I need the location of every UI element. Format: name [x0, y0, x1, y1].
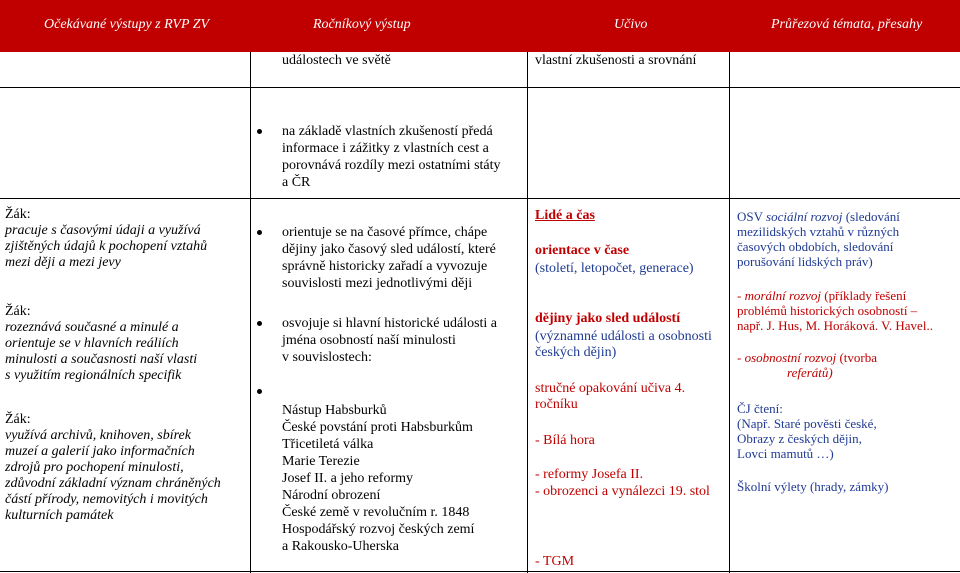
- history-topics-list: Nástup Habsburků České povstání proti Habsburkům Třicetiletá válka Marie Terezie Josef II. a jeho reformy Národní obrození České země v revolučním r. 1848 Hospodářský rozvoj českých zemí a Rakousko-Uherska: [282, 403, 475, 554]
- curriculum-joseph-reforms: - reformy Josefa II.: [535, 467, 644, 482]
- header-col-expected-outputs: Očekávané výstupy z RVP ZV: [44, 17, 210, 32]
- expected-output-block-1: Žák: pracuje s časovými údaji a využívá zjištěných údajů k pochopení vztahů mezi ději a mezi jevy: [5, 207, 208, 270]
- bullet: [257, 389, 262, 394]
- expected-output-block-2: Žák: rozeznává současné a minulé a orientuje se v hlavních reáliích minulosti a současnosti naší vlasti s využitím regionálních specifik: [5, 304, 198, 383]
- header-col-grade-output: Ročníkový výstup: [313, 17, 411, 32]
- grade-output-block-2: osvojuje si hlavní historické události a jména osobností naší minulosti v souvislostech:: [282, 316, 498, 365]
- grid-hline: [0, 571, 960, 572]
- crosscutting-personal: - osobnostní rozvoj (tvorba referátů): [737, 350, 877, 380]
- curriculum-orientation-sub: (století, letopočet, generace): [535, 261, 694, 276]
- curriculum-tgm: - TGM: [535, 554, 575, 569]
- bullet: [257, 129, 262, 134]
- grid-vline: [729, 52, 730, 573]
- curriculum-history-sub: (významné události a osobnosti českých dějin): [535, 329, 712, 360]
- bullet: [257, 230, 262, 235]
- curriculum-white-mountain: - Bílá hora: [535, 433, 595, 448]
- crosscutting-trips: Školní výlety (hrady, zámky): [737, 479, 889, 494]
- curriculum-revivalists: - obrozenci a vynálezci 19. stol: [535, 484, 710, 499]
- continued-text-curriculum: vlastní zkušenosti a srovnání: [535, 53, 697, 68]
- continued-text-grade: událostech ve světě: [282, 53, 391, 68]
- grid-vline: [250, 52, 251, 573]
- crosscutting-osv: OSV sociální rozvoj (sledování mezilidských vztahů v různých časových obdobích, sledování porušování lidských práv): [737, 209, 900, 269]
- grid-hline: [0, 198, 960, 199]
- curriculum-orientation-title: orientace v čase: [535, 243, 630, 258]
- header-col-curriculum: Učivo: [614, 17, 648, 32]
- table-header: [0, 0, 960, 52]
- crosscutting-moral: - morální rozvoj (příklady řešení problémů historických osobností – např. J. Hus, M. Horáková. V. Havel..: [737, 288, 933, 333]
- header-col-crosscutting: Průřezová témata, přesahy: [771, 17, 923, 32]
- bullet: [257, 321, 262, 326]
- curriculum-history-title: dějiny jako sled událostí: [535, 311, 681, 326]
- curriculum-title: Lidé a čas: [535, 208, 595, 223]
- expected-output-block-3: Žák: využívá archivů, knihoven, sbírek muzeí a galerií jako informačních zdrojů pro pochopení minulosti, zdůvodní základní význam chráněných částí přírody, nemovitých i movitých kulturních památek: [5, 412, 221, 523]
- row1-bullet-text: na základě vlastních zkušeností předá informace i zážitky z vlastních cest a porovnává rozdíly mezi ostatními státy a ČR: [282, 124, 501, 190]
- grid-vline: [527, 52, 528, 573]
- grid-hline: [0, 87, 960, 88]
- curriculum-review: stručné opakování učiva 4. ročníku: [535, 381, 686, 412]
- crosscutting-reading: ČJ čtení: (Např. Staré pověsti české, Obrazy z českých dějin, Lovci mamutů …): [737, 401, 877, 461]
- grade-output-block-1: orientuje se na časové přímce, chápe dějiny jako časový sled událostí, které správně historicky zařadí a vyvozuje souvislosti mezi jednotlivými ději: [282, 225, 496, 291]
